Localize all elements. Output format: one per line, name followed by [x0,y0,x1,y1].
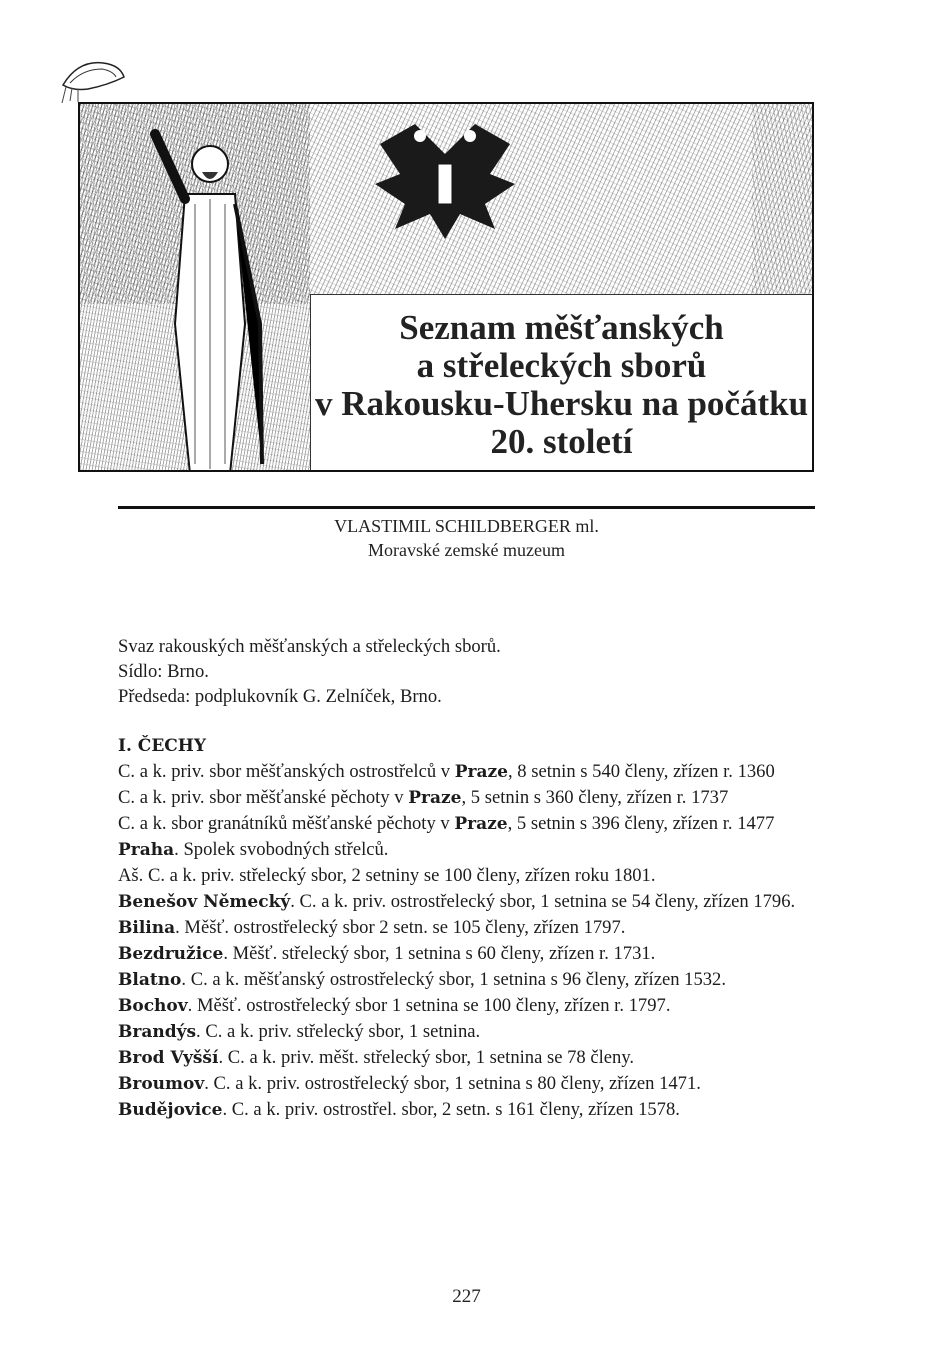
title-line: 20. století [490,421,633,461]
double-headed-eagle-icon [370,114,520,244]
header-illustration [78,102,814,472]
list-item: Broumov. C. a k. priv. ostrostřelecký sbor, 1 setnina s 80 členy, zřízen 1471. [118,1073,701,1094]
list-item: Budějovice. C. a k. priv. ostrostřel. sbor, 2 setn. s 161 členy, zřízen 1578. [118,1099,680,1120]
list-item: Brandýs. C. a k. priv. střelecký sbor, 1 setnina. [118,1021,481,1042]
section-heading: I. ČECHY [118,736,207,756]
intro-line: Svaz rakouských měšťanských a střeleckých sborů. [118,636,501,657]
list-item: Benešov Německý. C. a k. priv. ostrostřelecký sbor, 1 setnina se 54 členy, zřízen 1796. [118,891,796,912]
list-item: Bochov. Měšť. ostrostřelecký sbor 1 setnina se 100 členy, zřízen r. 1797. [118,995,671,1016]
article-body [118,634,815,1123]
intro-line: Sídlo: Brno. [118,661,209,682]
rifleman-figure-icon [150,124,270,472]
list-item: C. a k. priv. sbor měšťanských ostrostřelců v Praze, 8 setnin s 540 členy, zřízen r. 1360 [118,761,775,782]
title-line: a střeleckých sborů [416,345,707,385]
article-title [315,305,808,461]
list-item: Brod Vyšší. C. a k. priv. měšt. střelecký sbor, 1 setnina se 78 členy. [118,1047,635,1068]
raised-hat-illustration [58,55,128,105]
list-item: Bezdružice. Měšť. střelecký sbor, 1 setnina s 60 členy, zřízen r. 1731. [118,943,656,964]
title-panel [310,294,812,470]
title-line: Seznam měšťanských [399,307,724,347]
list-item: Aš. C. a k. priv. střelecký sbor, 2 setniny se 100 členy, zřízen roku 1801. [118,865,656,886]
entry-list [118,759,815,1123]
intro-line: Předseda: podplukovník G. Zelníček, Brno. [118,686,442,707]
horizontal-rule [118,506,815,509]
list-item: Bilina. Měšť. ostrostřelecký sbor 2 setn. se 105 členy, zřízen 1797. [118,917,626,938]
list-item: C. a k. priv. sbor měšťanské pěchoty v Praze, 5 setnin s 360 členy, zřízen r. 1737 [118,787,729,808]
list-item: C. a k. sbor granátníků měšťanské pěchoty v Praze, 5 setnin s 396 členy, zřízen r. 1477 [118,813,775,834]
page-number: 227 [452,1286,481,1307]
author-block [118,514,815,562]
list-item: Blatno. C. a k. měšťanský ostrostřelecký sbor, 1 setnina s 96 členy, zřízen 1532. [118,969,726,990]
list-item: Praha. Spolek svobodných střelců. [118,839,389,860]
intro-block [118,634,815,709]
author-affiliation: Moravské zemské muzeum [368,540,565,560]
author-name: VLASTIMIL SCHILDBERGER ml. [334,516,599,536]
title-line: v Rakousku-Uhersku na počátku [314,383,809,423]
